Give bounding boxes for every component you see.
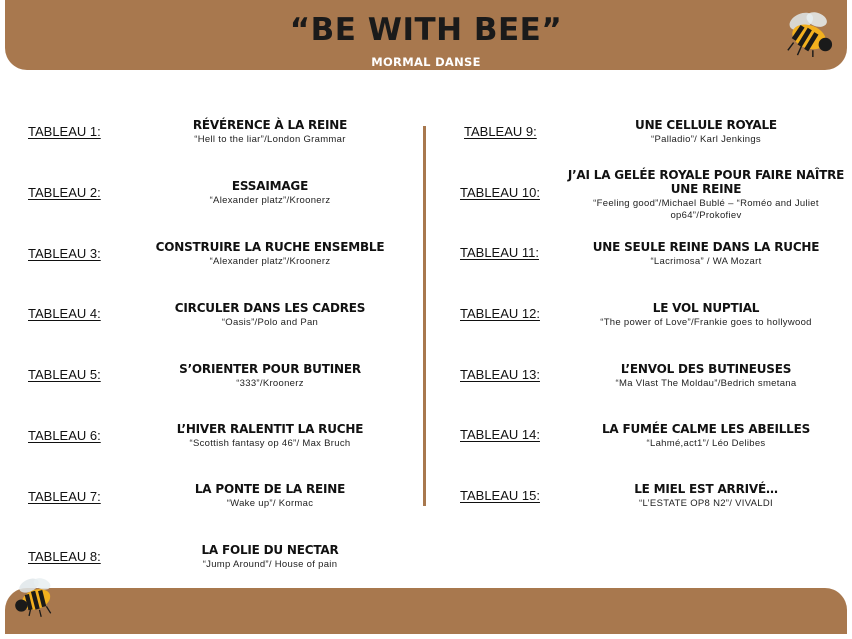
tableau-title: L’HIVER RALENTIT LA RUCHE bbox=[176, 422, 364, 436]
footer-band bbox=[5, 588, 847, 634]
column-divider bbox=[423, 126, 426, 506]
tableau-music: “Oasis”/Polo and Pan bbox=[221, 317, 319, 328]
tableau-title: CIRCULER DANS LES CADRES bbox=[174, 301, 366, 315]
tableau-entry bbox=[566, 482, 846, 510]
tableau-entry bbox=[566, 168, 846, 222]
tableau-entry bbox=[150, 543, 390, 571]
tableau-music: “Feeling good”/Michael Bublé – “Roméo and Juliet op64”/Prokofiev bbox=[593, 198, 819, 221]
tableau-entry bbox=[150, 362, 390, 390]
tableau-entry bbox=[566, 362, 846, 390]
tableau-entry bbox=[150, 240, 390, 268]
tableau-title: S’ORIENTER POUR BUTINER bbox=[179, 362, 361, 376]
tableau-entry bbox=[566, 240, 846, 268]
tableau-title: LA FOLIE DU NECTAR bbox=[201, 543, 339, 557]
tableau-title: LE MIEL EST ARRIVÉ… bbox=[634, 482, 778, 496]
tableau-entry bbox=[566, 118, 846, 146]
tableau-label: TABLEAU 4: bbox=[28, 306, 101, 321]
tableau-title: LA FUMÉE CALME LES ABEILLES bbox=[601, 422, 811, 436]
tableau-music: “Palladio”/ Karl Jenkings bbox=[651, 134, 761, 145]
tableau-label: TABLEAU 15: bbox=[460, 488, 540, 503]
tableau-label: TABLEAU 1: bbox=[28, 124, 101, 139]
tableau-label: TABLEAU 12: bbox=[460, 306, 540, 321]
tableau-label: TABLEAU 9: bbox=[464, 124, 537, 139]
tableau-music: “Alexander platz”/Kroonerz bbox=[209, 256, 331, 267]
tableau-entry bbox=[150, 482, 390, 510]
tableau-entry bbox=[150, 301, 390, 329]
tableau-title: ESSAIMAGE bbox=[231, 179, 309, 193]
tableau-music: “Scottish fantasy op 46”/ Max Bruch bbox=[189, 438, 351, 449]
tableau-music: “Lahmé,act1”/ Léo Delibes bbox=[646, 438, 766, 449]
tableau-title: CONSTRUIRE LA RUCHE ENSEMBLE bbox=[155, 240, 385, 254]
tableau-entry bbox=[566, 422, 846, 450]
tableau-title: LA PONTE DE LA REINE bbox=[194, 482, 346, 496]
bee-icon bbox=[10, 572, 62, 620]
tableau-title: LE VOL NUPTIAL bbox=[652, 301, 760, 315]
tableau-music: “Alexander platz”/Kroonerz bbox=[209, 195, 331, 206]
tableau-entry bbox=[150, 118, 390, 146]
page-title: “BE WITH BEE” bbox=[289, 12, 563, 48]
tableau-title: RÉVÉRENCE À LA REINE bbox=[192, 118, 348, 132]
tableau-title: J’AI LA GELÉE ROYALE POUR FAIRE NAÎTRE UNE REINE bbox=[567, 168, 845, 196]
bee-icon bbox=[780, 8, 838, 58]
tableau-label: TABLEAU 13: bbox=[460, 367, 540, 382]
tableau-title: UNE CELLULE ROYALE bbox=[635, 118, 777, 132]
tableau-label: TABLEAU 11: bbox=[460, 245, 539, 260]
tableau-music: “333”/Kroonerz bbox=[236, 378, 304, 389]
tableau-label: TABLEAU 3: bbox=[28, 246, 101, 261]
tableau-label: TABLEAU 7: bbox=[28, 489, 101, 504]
tableau-music: “Jump Around”/ House of pain bbox=[202, 559, 338, 570]
tableau-label: TABLEAU 2: bbox=[28, 185, 101, 200]
tableau-label: TABLEAU 8: bbox=[28, 549, 101, 564]
tableau-music: “Lacrimosa” / WA Mozart bbox=[650, 256, 762, 267]
tableau-title: UNE SEULE REINE DANS LA RUCHE bbox=[592, 240, 820, 254]
tableau-label: TABLEAU 14: bbox=[460, 427, 540, 442]
tableau-music: “The power of Love”/Frankie goes to hollywood bbox=[600, 317, 812, 328]
tableau-entry bbox=[150, 422, 390, 450]
page-subtitle: MORMAL DANSE bbox=[371, 55, 481, 69]
tableau-label: TABLEAU 10: bbox=[460, 185, 540, 200]
tableau-label: TABLEAU 5: bbox=[28, 367, 101, 382]
tableau-entry bbox=[566, 301, 846, 329]
tableau-title: L’ENVOL DES BUTINEUSES bbox=[620, 362, 792, 376]
tableau-music: “Hell to the liar”/London Grammar bbox=[194, 134, 346, 145]
tableau-entry bbox=[150, 179, 390, 207]
tableau-music: “Wake up”/ Kormac bbox=[226, 498, 314, 509]
tableau-music: “L’ESTATE OP8 N2”/ VIVALDI bbox=[639, 498, 773, 509]
tableau-label: TABLEAU 6: bbox=[28, 428, 101, 443]
tableau-music: “Ma Vlast The Moldau”/Bedrich smetana bbox=[615, 378, 797, 389]
